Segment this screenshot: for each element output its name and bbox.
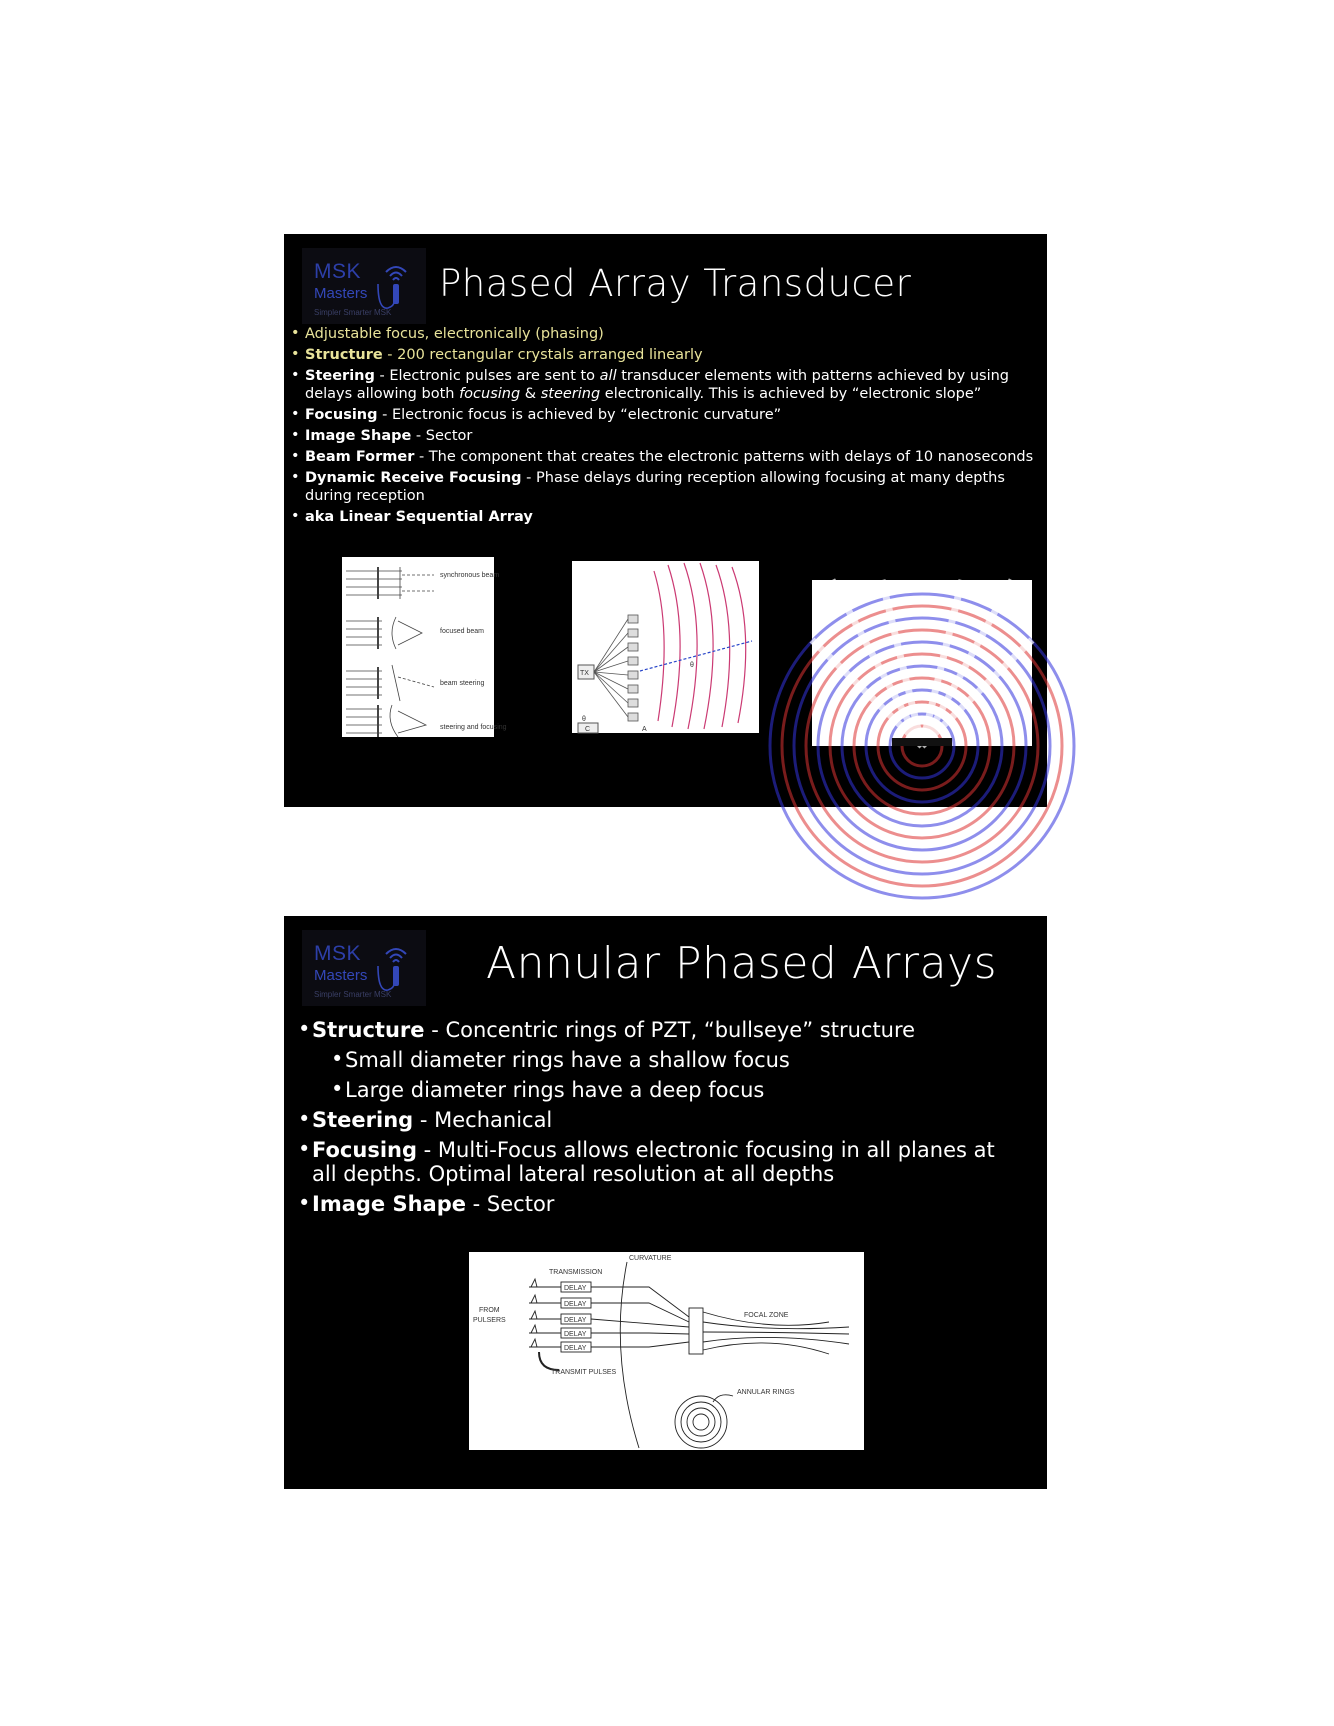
bullet-item: • Focusing - Electronic focus is achieved by “electronic curvature”: [305, 406, 1035, 424]
svg-text:TX: TX: [580, 670, 589, 677]
bullet-list: [312, 1018, 1012, 1222]
msk-masters-logo: MSK Masters Simpler Smarter MSK: [302, 248, 426, 324]
svg-text:TRANSMIT PULSES: TRANSMIT PULSES: [551, 1369, 617, 1376]
bullet-item: • Dynamic Receive Focusing - Phase delays during reception allowing focusing at many depths during reception: [305, 469, 1035, 505]
bullet-list: [305, 325, 1035, 529]
svg-text:DELAY: DELAY: [564, 1331, 587, 1338]
svg-text:CURVATURE: CURVATURE: [629, 1255, 672, 1262]
svg-text:θ: θ: [690, 662, 694, 669]
svg-text:synchronous beam: synchronous beam: [440, 572, 500, 579]
annular-array-diagram: [469, 1252, 864, 1450]
wave-interference-figure: [812, 580, 1032, 746]
bullet-item: • Adjustable focus, electronically (phasing): [305, 325, 1035, 343]
svg-text:TRANSMISSION: TRANSMISSION: [549, 1269, 603, 1276]
slide-annular-arrays: [284, 916, 1047, 1489]
tx-steering-figure: [572, 561, 759, 733]
bullet-item: • Image Shape - Sector: [305, 427, 1035, 445]
svg-text:PULSERS: PULSERS: [473, 1317, 506, 1324]
svg-text:A: A: [642, 726, 647, 733]
sub-bullet-item: • Small diameter rings have a shallow focus: [345, 1048, 1012, 1072]
svg-text:DELAY: DELAY: [564, 1317, 587, 1324]
bullet-item: • Structure - 200 rectangular crystals arranged linearly: [305, 346, 1035, 364]
svg-text:focused beam: focused beam: [440, 628, 484, 635]
sub-bullet-item: • Large diameter rings have a deep focus: [345, 1078, 1012, 1102]
bullet-item: • Image Shape - Sector: [312, 1192, 1012, 1216]
bullet-item: • Focusing - Multi-Focus allows electronic focusing in all planes at all depths. Optimal lateral resolution at all depths: [312, 1138, 1012, 1186]
transducer-probe-icon: [376, 940, 416, 996]
svg-text:ANNULAR RINGS: ANNULAR RINGS: [737, 1389, 795, 1396]
bullet-item: • Structure - Concentric rings of PZT, “bullseye” structure: [312, 1018, 1012, 1042]
bullet-item: • Steering - Mechanical: [312, 1108, 1012, 1132]
bullet-item: • Steering - Electronic pulses are sent to all transducer elements with patterns achieved by using delays allowing both focusing & steering electronically. This is achieved by “electronic slope”: [305, 367, 1035, 403]
bullet-item: • Beam Former - The component that creates the electronic patterns with delays of 10 nanoseconds: [305, 448, 1035, 466]
slide-phased-array: [284, 234, 1047, 807]
slide-title: Annular Phased Arrays: [486, 938, 998, 989]
svg-text:FROM: FROM: [479, 1307, 500, 1314]
svg-text:C: C: [585, 726, 591, 733]
svg-text:steering and focusing: steering and focusing: [440, 724, 507, 731]
beam-patterns-figure: [342, 557, 507, 737]
svg-text:FOCAL ZONE: FOCAL ZONE: [744, 1312, 789, 1319]
svg-text:beam steering: beam steering: [440, 680, 485, 687]
svg-text:DELAY: DELAY: [564, 1345, 587, 1352]
svg-text:DELAY: DELAY: [564, 1301, 587, 1308]
svg-text:DELAY: DELAY: [564, 1285, 587, 1292]
svg-text:θ: θ: [582, 716, 586, 723]
msk-masters-logo: MSK Masters Simpler Smarter MSK: [302, 930, 426, 1006]
transducer-probe-icon: [376, 258, 416, 314]
bullet-item: • aka Linear Sequential Array: [305, 508, 1035, 526]
slide-title: Phased Array Transducer: [439, 262, 912, 305]
